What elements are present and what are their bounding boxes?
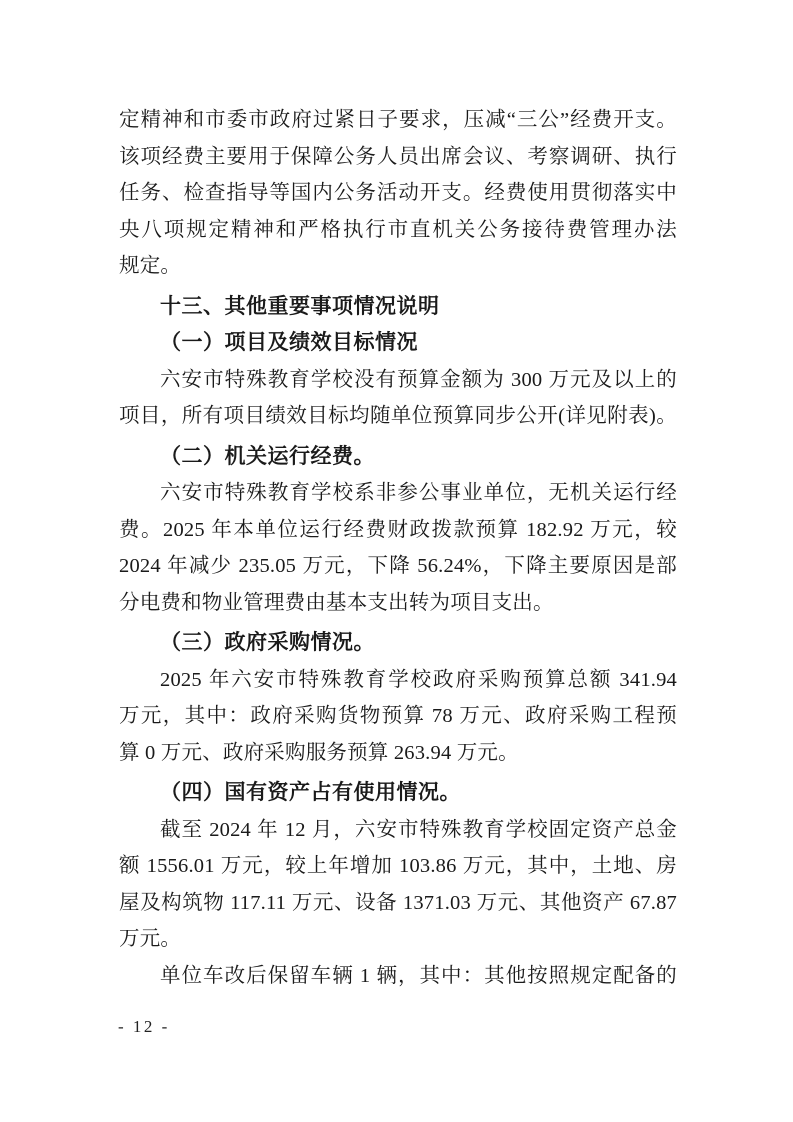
paragraph-line: 该项经费主要用于保障公务人员出席会议、考察调研、执行 (119, 145, 677, 168)
paragraph-line: 项目，所有项目绩效目标均随单位预算同步公开(详见附表)。 (119, 405, 677, 427)
subsection-heading-2: （二）机关运行经费。 (160, 444, 375, 468)
paragraph-line: 规定。 (119, 255, 182, 277)
paragraph-line: 万元。 (119, 928, 182, 950)
paragraph-line: 2024 年减少 235.05 万元，下降 56.24%，下降主要原因是部 (119, 555, 677, 577)
paragraph-line: 单位车改后保留车辆 1 辆，其中：其他按照规定配备的 (160, 964, 677, 987)
paragraph-line: 截至 2024 年 12 月，六安市特殊教育学校固定资产总金 (160, 818, 677, 841)
paragraph-line: 央八项规定精神和严格执行市直机关公务接待费管理办法 (119, 218, 677, 241)
section-heading-13: 十三、其他重要事项情况说明 (160, 294, 440, 318)
paragraph-line: 2025 年六安市特殊教育学校政府采购预算总额 341.94 (160, 668, 677, 691)
paragraph-line: 分电费和物业管理费由基本支出转为项目支出。 (119, 591, 554, 614)
paragraph-line: 六安市特殊教育学校没有预算金额为 300 万元及以上的 (160, 368, 677, 391)
paragraph-line: 任务、检查指导等国内公务活动开支。经费使用贯彻落实中 (119, 182, 677, 204)
subsection-heading-3: （三）政府采购情况。 (160, 631, 375, 654)
paragraph-line: 费。2025 年本单位运行经费财政拨款预算 182.92 万元，较 (119, 518, 677, 541)
subsection-heading-4: （四）国有资产占有使用情况。 (160, 781, 461, 804)
paragraph-line: 六安市特殊教育学校系非参公事业单位，无机关运行经 (160, 482, 677, 504)
page-number: - 12 - (118, 1017, 170, 1036)
document-body (119, 102, 677, 994)
paragraph-line: 定精神和市委市政府过紧日子要求，压减“三公”经费开支。 (119, 109, 677, 131)
paragraph-line: 屋及构筑物 117.11 万元、设备 1371.03 万元、其他资产 67.87 (119, 891, 677, 914)
paragraph-line: 算 0 万元、政府采购服务预算 263.94 万元。 (119, 741, 519, 764)
paragraph-line: 万元，其中：政府采购货物预算 78 万元、政府采购工程预 (119, 705, 677, 727)
paragraph-line: 额 1556.01 万元，较上年增加 103.86 万元，其中，土地、房 (119, 855, 677, 877)
subsection-heading-1: （一）项目及绩效目标情况 (160, 331, 418, 354)
